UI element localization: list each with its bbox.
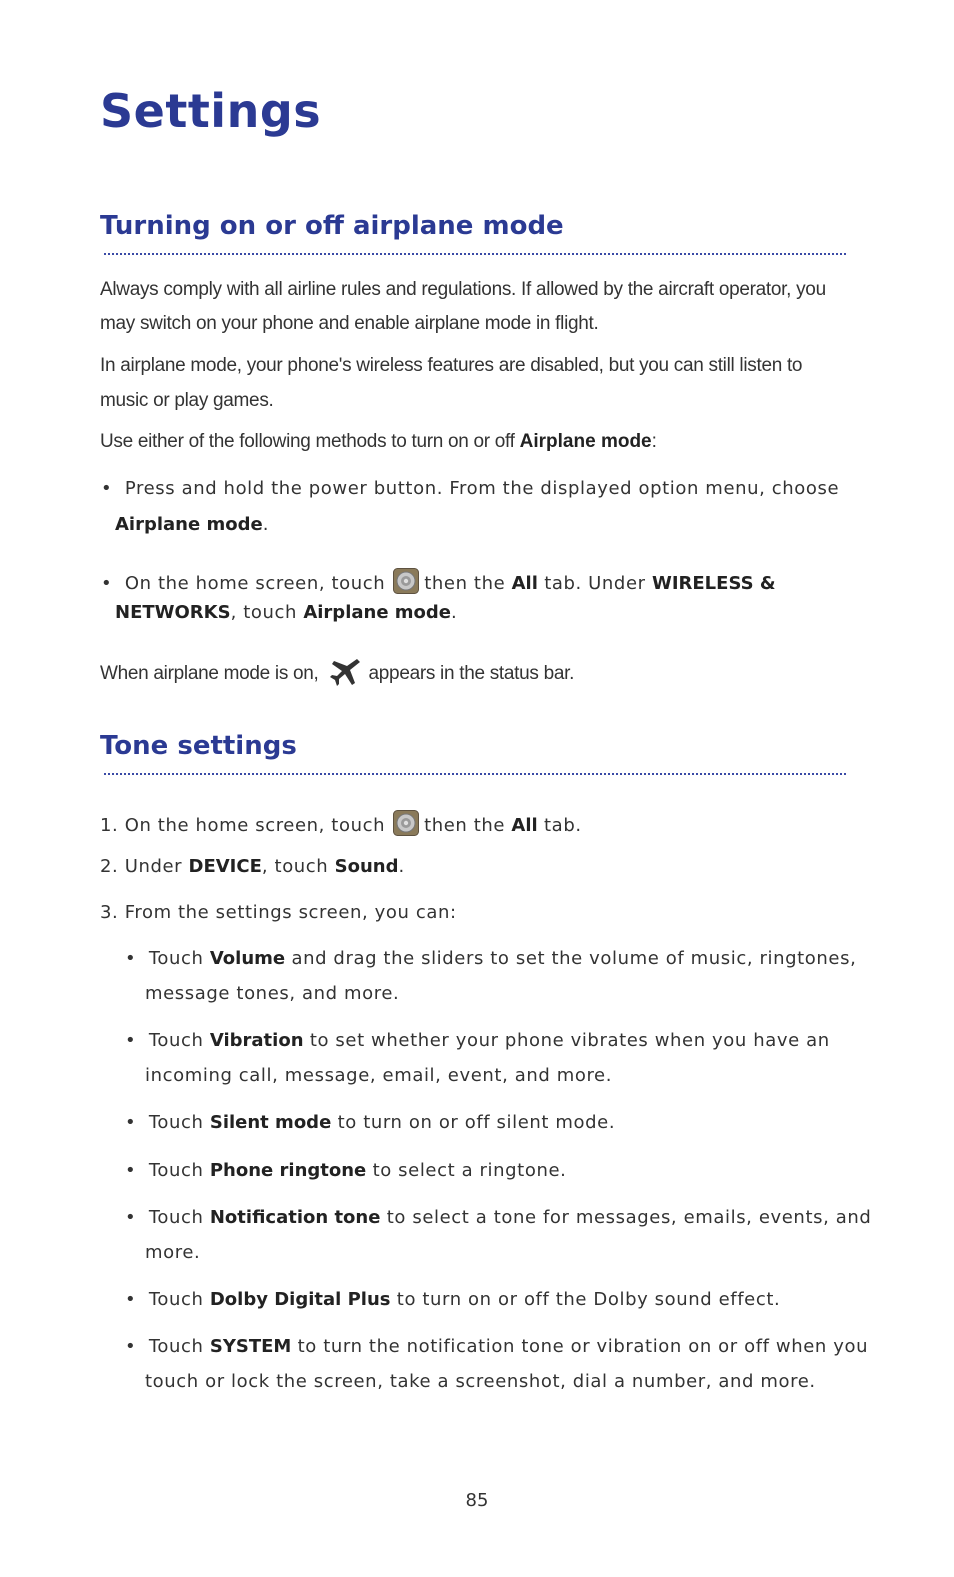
- text: , touch: [261, 856, 335, 877]
- option-label: Dolby Digital Plus: [209, 1289, 391, 1310]
- bullet-marker: •: [101, 573, 113, 594]
- sub-bullet-item: [125, 1112, 615, 1133]
- text: Touch: [148, 1207, 210, 1228]
- bullet-marker: •: [125, 1030, 137, 1051]
- text: Touch: [148, 1289, 210, 1310]
- step-item: [100, 902, 457, 923]
- section-heading-airplane: Turning on or off airplane mode: [100, 211, 564, 241]
- step-item: [100, 856, 405, 877]
- airplane-mode-label: Airplane mode: [519, 431, 652, 452]
- bullet-marker: •: [101, 478, 113, 499]
- paragraph-methods: [100, 431, 657, 453]
- text: .: [262, 514, 270, 535]
- text: Press and hold the power button. From the displayed option menu, choose: [124, 478, 840, 499]
- step-number: 1.: [100, 815, 119, 836]
- section-divider: [104, 253, 846, 255]
- sub-bullet-item: [125, 1336, 868, 1357]
- text: to select a ringtone.: [366, 1160, 567, 1181]
- text: :: [651, 431, 657, 452]
- option-label: Phone ringtone: [209, 1160, 367, 1181]
- text: then the: [424, 815, 512, 836]
- bullet-marker: •: [125, 1112, 137, 1133]
- text: then the: [424, 573, 512, 594]
- sub-bullet-cont: incoming call, message, email, event, and more.: [145, 1065, 613, 1086]
- airplane-mode-label: Airplane mode: [303, 602, 452, 623]
- page-number: 85: [465, 1490, 489, 1511]
- option-label: Volume: [209, 948, 286, 969]
- step-item: [100, 810, 582, 836]
- bullet-marker: •: [125, 1207, 137, 1228]
- text: tab.: [537, 815, 582, 836]
- gear-icon: [393, 568, 419, 594]
- text: Touch: [148, 1112, 210, 1133]
- bullet-marker: •: [125, 1289, 137, 1310]
- bullet-item: [101, 478, 839, 499]
- wireless-label: WIRELESS &: [651, 573, 776, 594]
- sound-label: Sound: [334, 856, 399, 877]
- sub-bullet-cont: message tones, and more.: [145, 983, 400, 1004]
- text: and drag the sliders to set the volume of music, ringtones,: [285, 948, 857, 969]
- paragraph-line: may switch on your phone and enable airplane mode in flight.: [100, 313, 599, 334]
- text: On the home screen, touch: [124, 573, 386, 594]
- airplane-icon: [329, 655, 363, 689]
- section-heading-tone: Tone settings: [100, 731, 297, 761]
- networks-label: NETWORKS: [115, 602, 231, 623]
- option-label: Vibration: [209, 1030, 304, 1051]
- paragraph-line: In airplane mode, your phone's wireless features are disabled, but you can still listen to: [100, 355, 803, 376]
- text: appears in the status bar.: [368, 663, 575, 684]
- sub-bullet-item: [125, 1289, 780, 1310]
- page-title: Settings: [100, 84, 322, 138]
- text: Touch: [148, 1030, 210, 1051]
- gear-icon: [393, 810, 419, 836]
- bullet-item-cont: [115, 514, 269, 535]
- sub-bullet-cont: more.: [145, 1242, 201, 1263]
- text: tab. Under: [537, 573, 652, 594]
- sub-bullet-item: [125, 1160, 566, 1181]
- bullet-item: [101, 568, 776, 594]
- text: Touch: [148, 948, 210, 969]
- bullet-marker: •: [125, 1160, 137, 1181]
- bullet-marker: •: [125, 948, 137, 969]
- option-label: SYSTEM: [209, 1336, 292, 1357]
- status-paragraph: [100, 655, 574, 689]
- text: to select a tone for messages, emails, events, and: [380, 1207, 872, 1228]
- option-label: Silent mode: [209, 1112, 332, 1133]
- sub-bullet-cont: touch or lock the screen, take a screenshot, dial a number, and more.: [145, 1371, 816, 1392]
- text: to turn the notification tone or vibration on or off when you: [291, 1336, 869, 1357]
- text: From the settings screen, you can:: [124, 902, 457, 923]
- all-tab-label: All: [511, 573, 538, 594]
- sub-bullet-item: [125, 948, 856, 969]
- paragraph-line: Always comply with all airline rules and regulations. If allowed by the aircraft operator, you: [100, 279, 826, 300]
- text: , touch: [230, 602, 304, 623]
- airplane-mode-label: Airplane mode: [115, 514, 263, 535]
- device-label: DEVICE: [188, 856, 262, 877]
- text: to set whether your phone vibrates when you have an: [303, 1030, 830, 1051]
- text: .: [398, 856, 405, 877]
- sub-bullet-item: [125, 1030, 830, 1051]
- bullet-marker: •: [125, 1336, 137, 1357]
- text: Use either of the following methods to turn on or off: [100, 431, 520, 452]
- option-label: Notification tone: [209, 1207, 381, 1228]
- sub-bullet-item: [125, 1207, 871, 1228]
- step-number: 3.: [100, 902, 119, 923]
- all-tab-label: All: [511, 815, 538, 836]
- text: On the home screen, touch: [124, 815, 386, 836]
- section-divider: [104, 773, 846, 775]
- text: .: [451, 602, 458, 623]
- text: Touch: [148, 1336, 210, 1357]
- text: Touch: [148, 1160, 210, 1181]
- text: Under: [124, 856, 189, 877]
- text: to turn on or off the Dolby sound effect.: [390, 1289, 781, 1310]
- bullet-item-cont: [115, 602, 457, 623]
- text: When airplane mode is on,: [100, 663, 319, 684]
- text: to turn on or off silent mode.: [331, 1112, 616, 1133]
- step-number: 2.: [100, 856, 119, 877]
- paragraph-line: music or play games.: [100, 390, 274, 411]
